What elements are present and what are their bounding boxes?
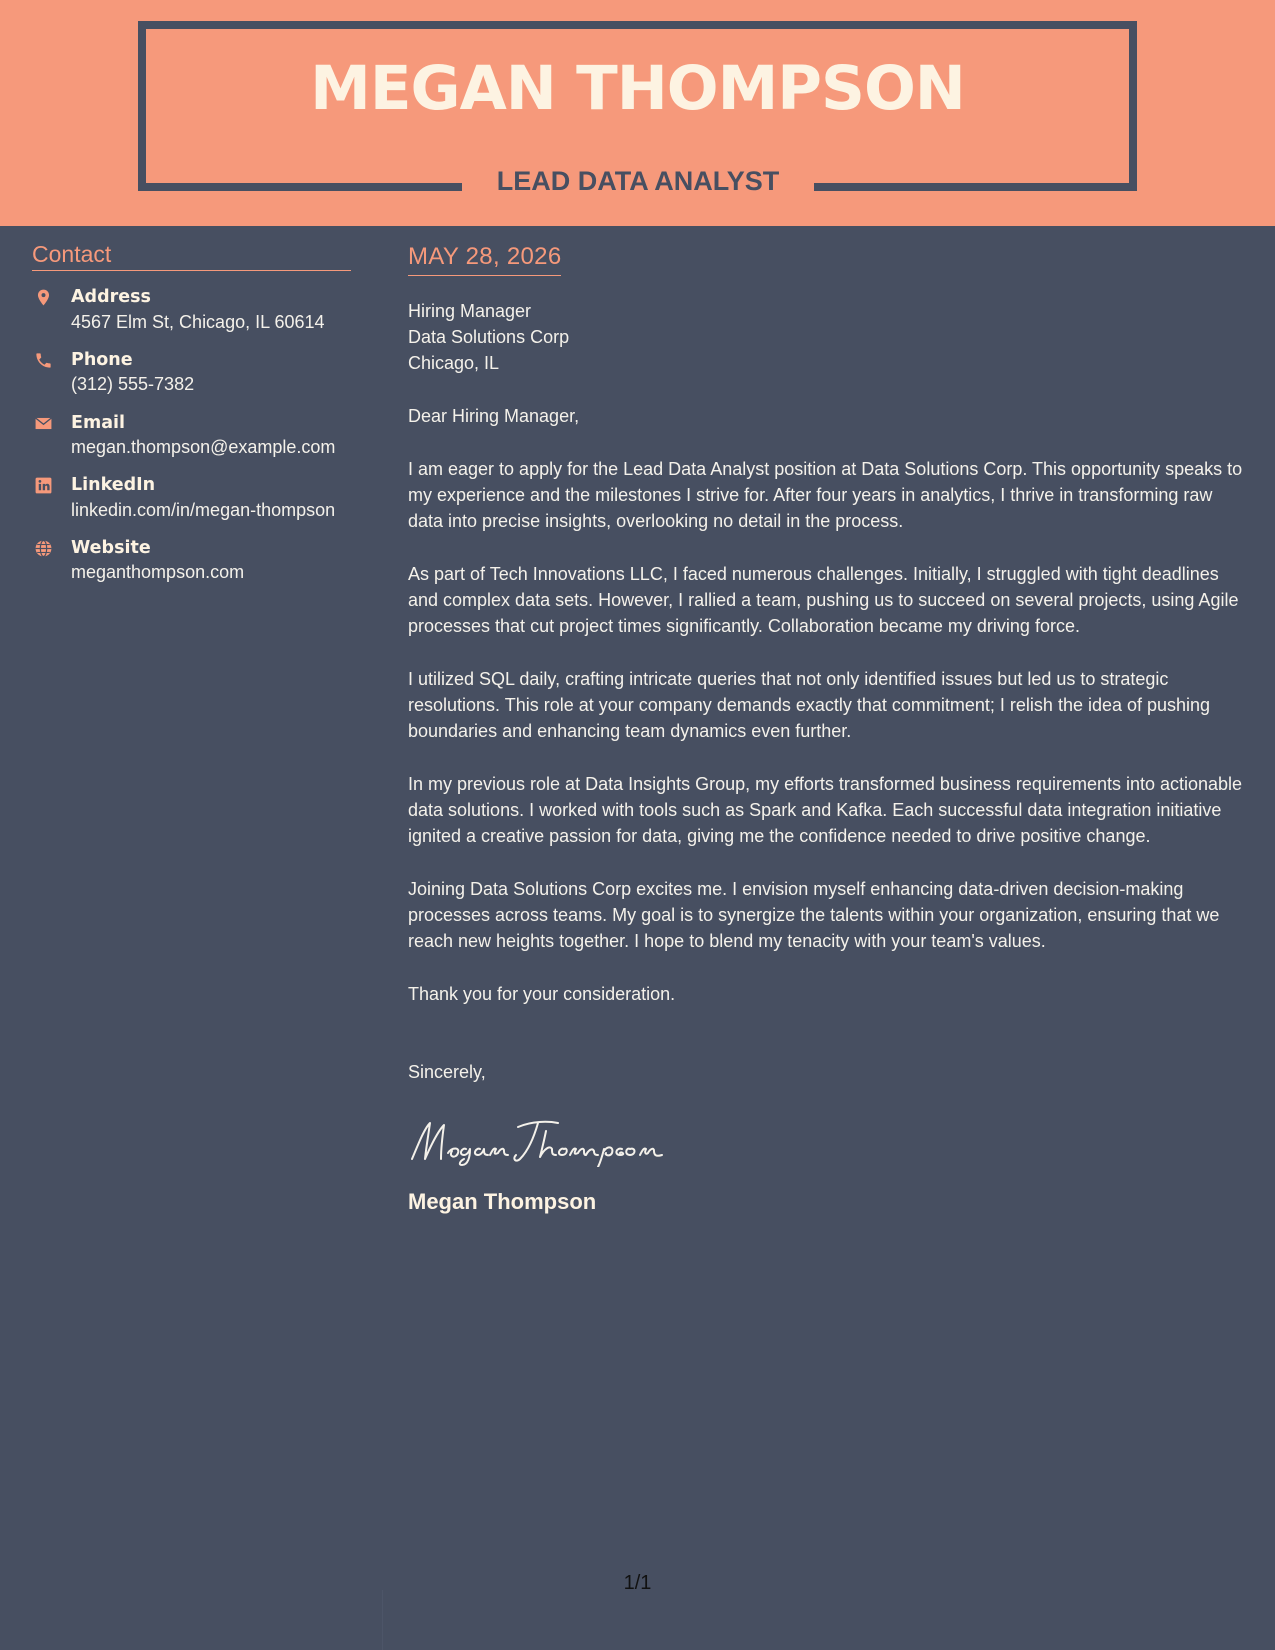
letter-paragraph: I utilized SQL daily, crafting intricate queries that not only identified issues but led us to strategic resolutions. This role at your company demands exactly that commitment; I relish the idea of pushing boundaries and enhancing team dynamics even further. <box>408 669 1211 742</box>
contact-label: LinkedIn <box>71 475 156 496</box>
header-frame-line-right <box>814 183 1137 191</box>
contact-item-email <box>32 411 351 460</box>
envelope-icon <box>34 414 53 433</box>
job-title: LEAD DATA ANALYST <box>496 166 780 196</box>
header-banner <box>0 0 1275 226</box>
contact-item-website <box>32 536 351 585</box>
contact-label: Website <box>71 537 151 558</box>
applicant-name: MEGAN THOMPSON <box>310 53 965 124</box>
signer-name: Megan Thompson <box>408 1189 597 1215</box>
contact-label: Address <box>71 287 151 308</box>
contact-value: megan.thompson@example.com <box>71 437 336 458</box>
linkedin-icon <box>34 476 53 495</box>
phone-icon <box>34 351 53 370</box>
contact-label: Email <box>71 412 125 433</box>
letter-paragraph: Thank you for your consideration. <box>408 984 676 1005</box>
contact-value: (312) 555-7382 <box>71 374 195 395</box>
salutation: Dear Hiring Manager, <box>408 406 580 427</box>
letter-paragraph: In my previous role at Data Insights Group, my efforts transformed business requirements into actionable data solutions. I worked with tools such as Spark and Kafka. Each successful data integration initiative ignited a creative passion for data, giving me the confidence needed to drive positive change. <box>408 774 1243 847</box>
globe-icon <box>34 539 53 558</box>
contact-value: linkedin.com/in/megan-thompson <box>71 499 336 520</box>
contact-value: meganthompson.com <box>71 562 245 583</box>
contact-item-phone <box>32 348 351 397</box>
recipient-block <box>408 298 1246 376</box>
contact-sidebar <box>32 242 351 584</box>
letter-paragraph: I am eager to apply for the Lead Data Analyst position at Data Solutions Corp. This opportunity speaks to my experience and the milestones I strive for. After four years in analytics, I thrive in transforming raw data into precise insights, overlooking no detail in the process. <box>408 459 1243 532</box>
letter-body <box>408 244 1246 1215</box>
contact-label: Phone <box>71 349 133 370</box>
closing: Sincerely, <box>408 1062 486 1083</box>
letter-date: MAY 28, 2026 <box>408 244 561 276</box>
contact-value: 4567 Elm St, Chicago, IL 60614 <box>71 311 325 332</box>
letter-paragraph: As part of Tech Innovations LLC, I faced numerous challenges. Initially, I struggled with tight deadlines and complex data sets. However, I rallied a team, pushing us to succeed on several projects, using Agile processes that cut project times significantly. Collaboration became my driving force. <box>408 564 1239 637</box>
column-divider <box>382 1590 383 1650</box>
contact-item-address <box>32 285 351 334</box>
contact-item-linkedin <box>32 473 351 522</box>
handwritten-signature <box>408 1115 668 1167</box>
recipient-line: Data Solutions Corp <box>408 327 570 348</box>
recipient-line: Chicago, IL <box>408 353 500 374</box>
contact-heading: Contact <box>32 242 351 271</box>
map-pin-icon <box>34 288 53 307</box>
header-frame-line-left <box>138 183 462 191</box>
letter-paragraph: Joining Data Solutions Corp excites me. I envision myself enhancing data-driven decision-making processes across teams. My goal is to synergize the talents within your organization, ensuring that we reach new heights together. I hope to blend my tenacity with your team's values. <box>408 879 1220 952</box>
page-number: 1/1 <box>623 1572 652 1594</box>
recipient-line: Hiring Manager <box>408 301 532 322</box>
